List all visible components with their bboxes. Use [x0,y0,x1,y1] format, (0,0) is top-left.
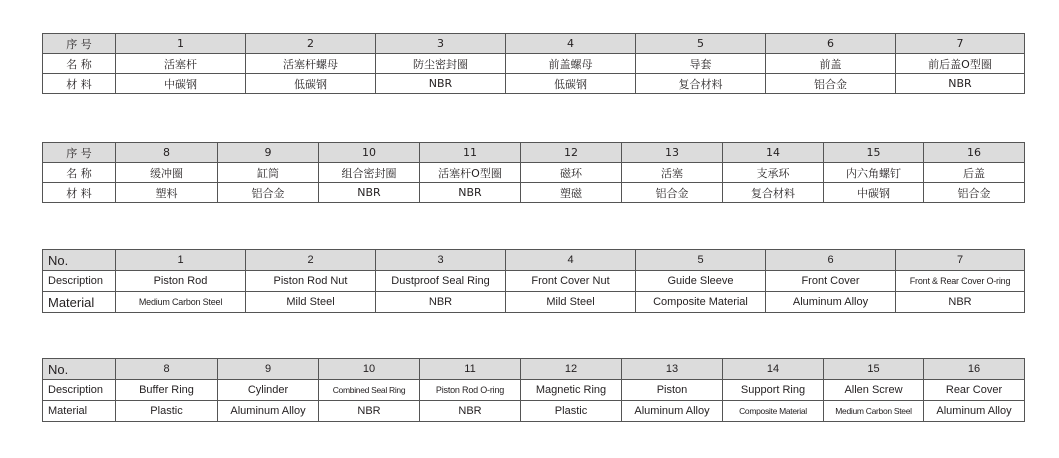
material-label: Material [43,292,116,313]
part-material: Plastic [116,401,218,422]
part-material: 铝合金 [622,183,723,203]
no-label: No. [43,250,116,271]
part-material: NBR [319,183,420,203]
part-description: Support Ring [723,380,824,401]
material-row [43,401,1025,422]
material-row [43,74,1025,94]
no-row [43,34,1025,54]
part-no: 12 [521,359,622,380]
part-name: 活塞 [622,163,723,183]
part-no: 15 [824,143,924,163]
part-description: Front Cover Nut [506,271,636,292]
part-no: 16 [924,143,1025,163]
part-no: 14 [723,359,824,380]
en-parts-table-2 [42,358,1025,422]
part-material: NBR [420,401,521,422]
description-row [43,380,1025,401]
part-description: Front Cover [766,271,896,292]
name-label: 名 称 [43,163,116,183]
part-description: Piston Rod [116,271,246,292]
part-name: 磁环 [521,163,622,183]
part-material: Aluminum Alloy [766,292,896,313]
name-label: 名 称 [43,54,116,74]
part-no: 1 [116,250,246,271]
no-label: 序 号 [43,143,116,163]
part-name: 前盖螺母 [506,54,636,74]
part-description: Allen Screw [824,380,924,401]
part-no: 16 [924,359,1025,380]
part-name: 内六角螺钉 [824,163,924,183]
part-name: 缓冲圈 [116,163,218,183]
part-name: 活塞杆螺母 [246,54,376,74]
description-label: Description [43,271,116,292]
part-material: NBR [896,292,1025,313]
part-no: 9 [218,143,319,163]
no-label: No. [43,359,116,380]
part-material: Medium Carbon Steel [116,292,246,313]
part-description: Magnetic Ring [521,380,622,401]
part-material: Aluminum Alloy [218,401,319,422]
part-name: 前后盖O型圈 [896,54,1025,74]
material-row [43,183,1025,203]
part-material: 铝合金 [766,74,896,94]
part-material: Aluminum Alloy [622,401,723,422]
part-material: NBR [896,74,1025,94]
cn-parts-table-2 [42,142,1025,203]
part-name: 导套 [636,54,766,74]
part-material: 低碳钢 [246,74,376,94]
part-material: 铝合金 [218,183,319,203]
part-name: 支承环 [723,163,824,183]
name-row [43,163,1025,183]
part-no: 5 [636,250,766,271]
part-no: 6 [766,34,896,54]
no-label: 序 号 [43,34,116,54]
part-material: 塑磁 [521,183,622,203]
description-label: Description [43,380,116,401]
no-row [43,250,1025,271]
part-name: 后盖 [924,163,1025,183]
part-no: 6 [766,250,896,271]
part-no: 13 [622,359,723,380]
part-name: 防尘密封圈 [376,54,506,74]
part-material: Mild Steel [246,292,376,313]
part-no: 2 [246,250,376,271]
part-material: Composite Material [723,401,824,422]
part-name: 活塞杆O型圈 [420,163,521,183]
part-description: Piston Rod O-ring [420,380,521,401]
part-name: 活塞杆 [116,54,246,74]
part-material: Plastic [521,401,622,422]
part-no: 4 [506,34,636,54]
part-no: 1 [116,34,246,54]
material-label: 材 料 [43,183,116,203]
material-label: 材 料 [43,74,116,94]
part-material: NBR [376,74,506,94]
part-description: Piston [622,380,723,401]
part-description: Cylinder [218,380,319,401]
part-no: 2 [246,34,376,54]
part-no: 3 [376,34,506,54]
part-no: 7 [896,34,1025,54]
material-label: Material [43,401,116,422]
en-parts-table-1 [42,249,1025,313]
part-material: 复合材料 [723,183,824,203]
cn-parts-table-1 [42,33,1025,94]
part-no: 11 [420,143,521,163]
part-name: 组合密封圈 [319,163,420,183]
part-description: Rear Cover [924,380,1025,401]
part-material: NBR [420,183,521,203]
part-name: 前盖 [766,54,896,74]
no-row [43,359,1025,380]
part-no: 15 [824,359,924,380]
part-material: NBR [376,292,506,313]
part-description: Combined Seal Ring [319,380,420,401]
part-no: 3 [376,250,506,271]
part-no: 7 [896,250,1025,271]
part-name: 缸筒 [218,163,319,183]
part-material: Mild Steel [506,292,636,313]
part-no: 13 [622,143,723,163]
part-material: 铝合金 [924,183,1025,203]
part-no: 10 [319,143,420,163]
part-description: Front & Rear Cover O-ring [896,271,1025,292]
part-material: 低碳钢 [506,74,636,94]
part-description: Guide Sleeve [636,271,766,292]
part-no: 5 [636,34,766,54]
part-no: 9 [218,359,319,380]
part-material: Aluminum Alloy [924,401,1025,422]
part-description: Piston Rod Nut [246,271,376,292]
part-no: 8 [116,143,218,163]
part-no: 8 [116,359,218,380]
no-row [43,143,1025,163]
part-no: 12 [521,143,622,163]
part-no: 14 [723,143,824,163]
part-material: NBR [319,401,420,422]
part-description: Dustproof Seal Ring [376,271,506,292]
name-row [43,54,1025,74]
part-no: 4 [506,250,636,271]
part-material: 中碳钢 [824,183,924,203]
material-row [43,292,1025,313]
part-description: Buffer Ring [116,380,218,401]
part-no: 11 [420,359,521,380]
description-row [43,271,1025,292]
part-material: Medium Carbon Steel [824,401,924,422]
part-material: 中碳钢 [116,74,246,94]
part-material: 塑料 [116,183,218,203]
part-material: 复合材料 [636,74,766,94]
part-material: Composite Material [636,292,766,313]
part-no: 10 [319,359,420,380]
